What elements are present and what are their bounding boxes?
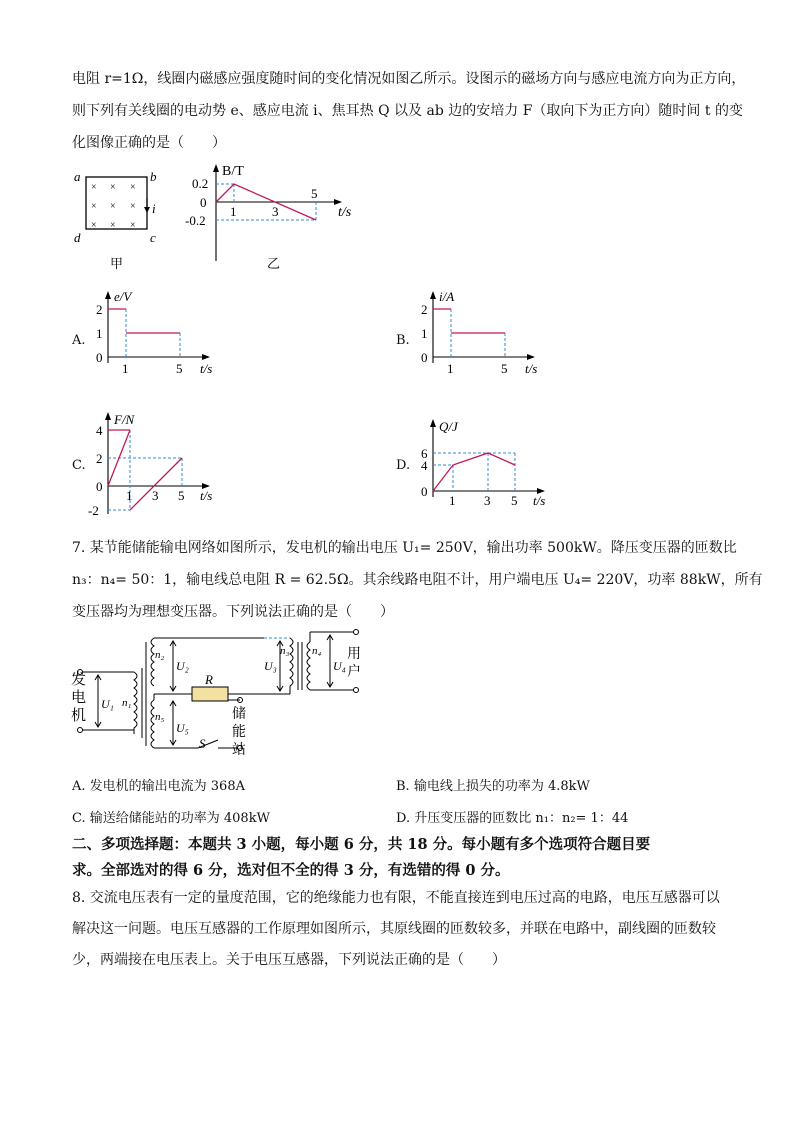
circuit-diagram xyxy=(68,628,378,763)
q8-line1: 8. 交流电压表有一定的量度范围，它的绝缘能力也有限，不能直接连到电压过高的电路，电压互感器可以 xyxy=(72,890,720,906)
a-ytick-1: 1 xyxy=(96,326,103,341)
c-xtick-1: 1 xyxy=(126,488,133,503)
field-crosses xyxy=(91,182,136,231)
q7-option-a[interactable]: A. 发电机的输出电流为 368A xyxy=(72,779,245,794)
svg-text:×: × xyxy=(130,201,136,212)
b-xlabel: t/s xyxy=(525,361,538,376)
d-ylabel: Q/J xyxy=(439,419,458,434)
figure-yi xyxy=(182,158,362,273)
corner-d: d xyxy=(74,230,81,245)
q6-line1: 电阻 r=1Ω，线圈内磁感应强度随时间的变化情况如图乙所示。设图示的磁场方向与感应电流方向为正方向， xyxy=(72,71,746,87)
q7-line3: 变压器均为理想变压器。下列说法正确的是（ ） xyxy=(72,604,394,620)
user-char-1: 用 xyxy=(347,647,361,662)
yi-xlabel: t/s xyxy=(338,205,352,220)
b-xtick-5: 5 xyxy=(501,361,508,376)
option-d-label: D. xyxy=(396,458,411,473)
generator-char-3: 机 xyxy=(71,708,87,724)
a-xtick-5: 5 xyxy=(176,361,183,376)
label-r: R xyxy=(205,672,213,687)
q6-line2: 则下列有关线圈的电动势 e、感应电流 i、焦耳热 Q 以及 ab 边的安培力 F（取向下为正方向）随时间 t 的变 xyxy=(72,103,743,119)
q8-line2: 解决这一问题。电压互感器的工作原理如图所示，其原线圈的匝数较多，并联在电路中，副线圈的匝数较 xyxy=(72,921,716,937)
caption-yi: 乙 xyxy=(267,256,281,271)
svg-text:×: × xyxy=(91,201,97,212)
label-n3: n₃ xyxy=(280,645,290,657)
label-u1: U₁ xyxy=(101,697,114,711)
current-arrow xyxy=(144,207,150,213)
c-xtick-3: 3 xyxy=(152,488,159,503)
label-n2: n₂ xyxy=(155,649,165,661)
a-xlabel: t/s xyxy=(200,361,213,376)
d-ytick-4: 4 xyxy=(421,458,428,473)
q7-option-b[interactable]: B. 输电线上损失的功率为 4.8kW xyxy=(396,779,590,794)
q7-option-c[interactable]: C. 输送给储能站的功率为 408kW xyxy=(72,811,270,826)
yi-xtick-3: 3 xyxy=(272,204,279,219)
yi-ytick-neg0.2: -0.2 xyxy=(185,213,206,228)
option-b-label: B. xyxy=(396,333,410,348)
label-n4: n₄ xyxy=(312,645,322,657)
storage-char-3: 站 xyxy=(232,743,246,758)
svg-text:×: × xyxy=(110,201,116,212)
storage-char-1: 储 xyxy=(232,707,246,722)
yi-ytick-0.2: 0.2 xyxy=(192,176,209,191)
d-xlabel: t/s xyxy=(533,493,546,508)
d-xtick-3: 3 xyxy=(484,493,491,508)
corner-a: a xyxy=(74,169,81,184)
a-ytick-0: 0 xyxy=(96,350,103,365)
q7-line2: n₃：n₄= 50：1，输电线总电阻 R = 62.5Ω。其余线路电阻不计，用户端电压 U₄= 220V，功率 88kW，所有 xyxy=(72,572,763,588)
figure-jia xyxy=(70,165,170,273)
current-label: i xyxy=(152,201,156,216)
q8-line3: 少，两端接在电压表上。关于电压互感器，下列说法正确的是（ ） xyxy=(72,952,506,968)
d-xtick-5: 5 xyxy=(511,493,518,508)
label-n1: n₁ xyxy=(122,697,132,709)
option-a-graph[interactable] xyxy=(88,285,228,380)
svg-text:×: × xyxy=(130,220,136,231)
option-a-label: A. xyxy=(72,333,86,348)
label-u2: U₂ xyxy=(176,659,189,673)
svg-text:×: × xyxy=(91,182,97,193)
option-b-graph[interactable] xyxy=(413,285,553,380)
yi-xtick-1: 1 xyxy=(230,204,237,219)
generator-char-2: 电 xyxy=(71,690,87,706)
option-c-label: C. xyxy=(72,458,86,473)
option-d-graph[interactable] xyxy=(413,413,563,513)
b-ytick-2: 2 xyxy=(421,302,428,317)
b-xtick-1: 1 xyxy=(447,361,454,376)
generator-char-1: 发 xyxy=(71,672,87,688)
c-ylabel: F/N xyxy=(114,412,135,427)
svg-text:×: × xyxy=(130,182,136,193)
svg-text:×: × xyxy=(110,220,116,231)
a-ytick-2: 2 xyxy=(96,302,103,317)
b-ytick-0: 0 xyxy=(421,350,428,365)
label-u3: U₃ xyxy=(264,659,277,673)
svg-text:×: × xyxy=(110,182,116,193)
yi-ylabel: B/T xyxy=(222,164,244,179)
resistor-r xyxy=(192,687,228,701)
yi-ytick-0: 0 xyxy=(200,195,207,210)
c-xtick-5: 5 xyxy=(178,488,185,503)
label-u5: U₅ xyxy=(176,721,189,735)
q7-line1: 7. 某节能储能输电网络如图所示，发电机的输出电压 U₁= 250V，输出功率 500kW。降压变压器的匝数比 xyxy=(72,540,737,556)
d-ytick-6: 6 xyxy=(421,446,428,461)
d-xtick-1: 1 xyxy=(449,493,456,508)
option-c-graph[interactable] xyxy=(88,408,228,518)
yi-xtick-5: 5 xyxy=(311,186,318,201)
c-ytick-neg2: -2 xyxy=(88,503,99,518)
label-s: S xyxy=(199,736,206,751)
d-ytick-0: 0 xyxy=(421,484,428,499)
corner-c: c xyxy=(150,230,156,245)
user-char-2: 户 xyxy=(347,665,361,680)
c-xlabel: t/s xyxy=(200,488,213,503)
label-n5: n₅ xyxy=(155,711,165,723)
section2-line2: 求。全部选对的得 6 分，选对但不全的得 3 分，有选错的得 0 分。 xyxy=(72,862,510,879)
section2-line1: 二、多项选择题：本题共 3 小题，每小题 6 分，共 18 分。每小题有多个选项符合题目要 xyxy=(72,836,651,853)
c-ytick-0: 0 xyxy=(96,479,103,494)
label-u4: U₄ xyxy=(333,659,346,673)
c-ytick-2: 2 xyxy=(96,451,103,466)
caption-jia: 甲 xyxy=(110,256,124,271)
a-xtick-1: 1 xyxy=(122,361,129,376)
q6-line3: 化图像正确的是（ ） xyxy=(72,135,226,151)
c-ytick-4: 4 xyxy=(96,423,103,438)
storage-char-2: 能 xyxy=(232,725,246,740)
q7-option-d[interactable]: D. 升压变压器的匝数比 n₁：n₂= 1：44 xyxy=(396,811,629,826)
a-ylabel: e/V xyxy=(114,289,132,304)
corner-b: b xyxy=(150,169,157,184)
b-ylabel: i/A xyxy=(439,289,455,304)
svg-text:×: × xyxy=(91,220,97,231)
b-ytick-1: 1 xyxy=(421,326,428,341)
